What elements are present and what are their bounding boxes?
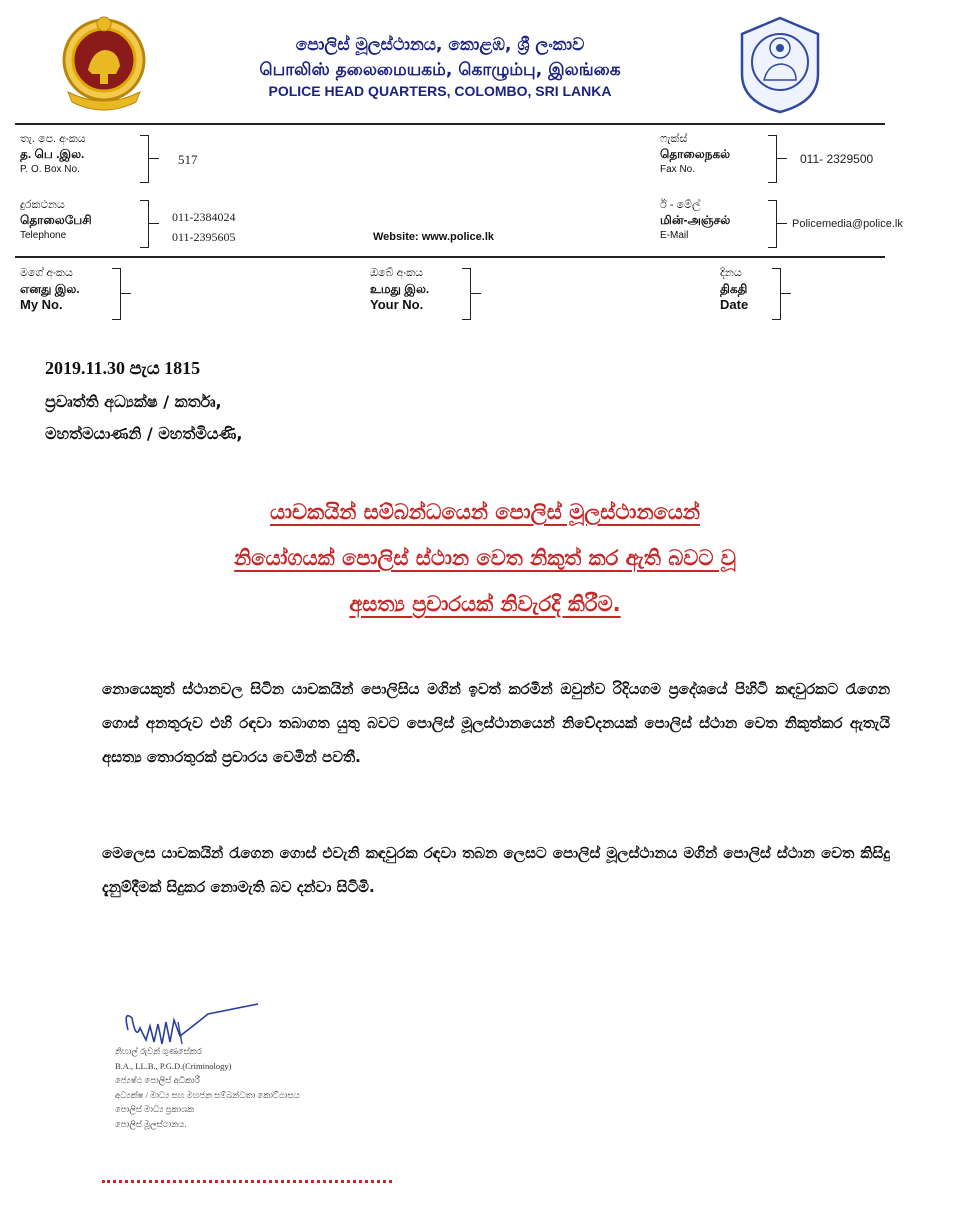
signatory-office: පොලිස් මූලස්ථානය. — [115, 1118, 187, 1129]
telephone-brace — [140, 200, 149, 248]
signatory-name: නිහාල් රුවන් ගුණසේකර — [115, 1046, 202, 1056]
po-box-label: තැ. පෙ. අංකය த. பெ .இல. P. O. Box No. — [20, 133, 86, 175]
signatory-role: අධ්‍යක්ෂ / මාධ්‍ය සහ මහජන සම්බන්ධතා කොට්ඨාසය — [115, 1089, 300, 1100]
signatory-role-2: පොලිස් මාධ්‍ය ප්‍රකාශක — [115, 1104, 195, 1114]
email-brace — [768, 200, 777, 248]
contact-divider — [15, 256, 885, 258]
police-emblem — [732, 14, 828, 114]
footer-dotted-line — [102, 1180, 392, 1183]
date-label: දිනය திகதி Date — [720, 267, 749, 312]
your-no-brace — [462, 268, 471, 320]
email-value: Policemedia@police.lk — [792, 218, 903, 230]
fax-value: 011- 2329500 — [800, 152, 874, 166]
signatory-qualifications: B.A., LL.B., P.G.D.(Criminology) — [115, 1060, 232, 1071]
letter-date: 2019.11.30 පැය 1815 — [45, 358, 201, 378]
email-label: ඊ - මේල් மின்-அஞ்சல் E-Mail — [660, 199, 731, 241]
title-line-2: නියෝගයක් පොලිස් ස්ථාන වෙත නිකුත් කර ඇති බවට වූ — [234, 546, 736, 570]
date-brace — [772, 268, 781, 320]
my-no-brace — [112, 268, 121, 320]
telephone-value-1: 011-2384024 — [172, 210, 236, 224]
my-no-brace-tip — [121, 293, 131, 294]
telephone-brace-tip — [149, 223, 159, 224]
header-english: POLICE HEAD QUARTERS, COLOMBO, SRI LANKA — [268, 83, 612, 99]
po-box-value: 517 — [178, 152, 198, 167]
header-divider — [15, 123, 885, 125]
website-text: Website: www.police.lk — [373, 231, 495, 243]
fax-brace-tip — [777, 158, 787, 159]
fax-brace — [768, 135, 777, 183]
signatory-rank: ජ්‍යෙෂ්ඨ පොලිස් අධිකාරී — [115, 1075, 200, 1085]
title-line-3: අසත්‍ය ප්‍රචාරයක් නිවැරදි කිරීම. — [349, 592, 621, 616]
header-tamil: பொலிஸ் தலைமையகம், கொழும்பு, இலங்கை — [259, 60, 621, 80]
po-box-brace — [140, 135, 149, 183]
header-sinhala: පොලිස් මූලස්ථානය, කොළඹ, ශ්‍රී ලංකාව — [295, 35, 585, 55]
date-brace-tip — [781, 293, 791, 294]
your-no-brace-tip — [471, 293, 481, 294]
sri-lanka-emblem — [58, 14, 150, 114]
po-box-brace-tip — [149, 158, 159, 159]
telephone-label: දුරකථනය தொலைபேசி Telephone — [20, 199, 92, 241]
address-line-1: ප්‍රවෘත්ති අධ්‍යක්ෂ / කර්තෘ, — [45, 392, 222, 411]
telephone-value-2: 011-2395605 — [172, 230, 236, 244]
signature-block — [115, 1044, 300, 1131]
paragraph-1: නොයෙකුත් ස්ථානවල සිටින යාචකයින් පොලිසිය මගින් ඉවත් කරමින් ඔවුන්ව රිදියගම ප්‍රදේශයේ පිහිටි කඳවුරකට රැගෙන ගොස් අනතුරුව එහි රඳවා තබාගත යුතු බවට පොලිස් මූලස්ථානයෙන් නිවේදනයක් පොලිස් ස්ථාන වෙත නිකුත්කර ඇතැයි අසත්‍ය තොරතුරක් ප්‍රචාරය වෙමින් පවතී. — [102, 680, 890, 766]
address-line-2: මහත්මයාණනි / මහත්මියණි, — [45, 424, 243, 443]
your-no-label: ඔබේ අංකය உமது இல. Your No. — [370, 267, 430, 312]
paragraph-2: මෙලෙස යාචකයින් රැගෙන ගොස් එවැනි කඳවුරක රඳවා තබන ලෙසට පොලිස් මූලස්ථානය මගින් පොලිස් ස්ථාන වෙත කිසිදු දැනුම්දීමක් සිදුකර නොමැති බව දන්වා සිටිමි. — [102, 844, 890, 896]
my-no-label: මගේ අංකය எனது இல. My No. — [20, 267, 80, 312]
fax-label: ෆැක්ස් தொலைநகல் Fax No. — [660, 133, 731, 175]
email-brace-tip — [777, 223, 787, 224]
title-line-1: යාචකයින් සම්බන්ධයෙන් පොලිස් මූලස්ථානයෙන් — [270, 500, 700, 524]
